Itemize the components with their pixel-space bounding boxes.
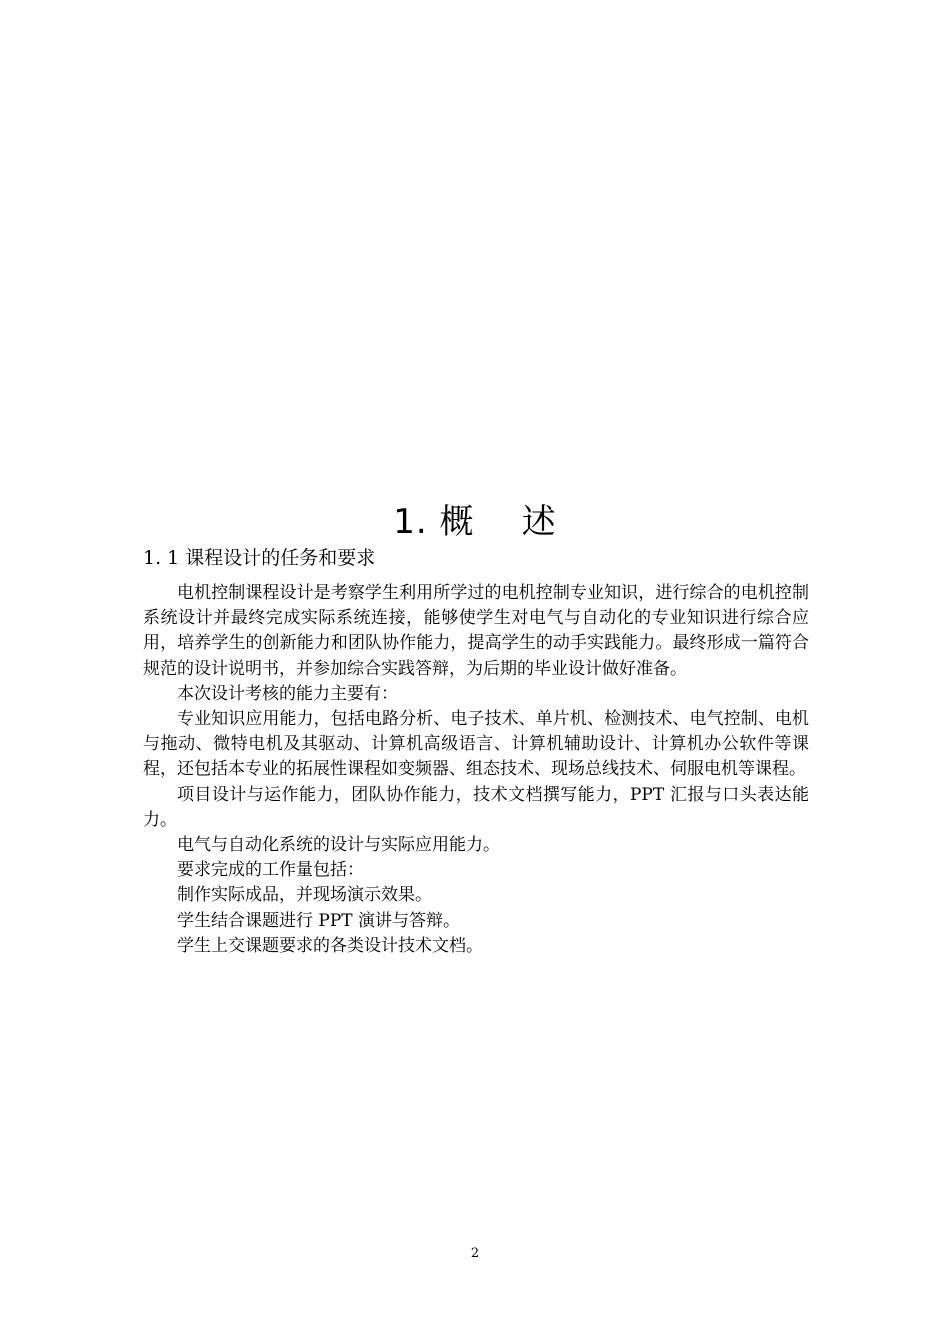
- paragraph-abilities-heading: 本次设计考核的能力主要有：: [177, 683, 398, 704]
- paragraph-workload-presentation: 学生结合课题进行 PPT 演讲与答辩。: [177, 910, 461, 931]
- paragraph-workload-documents: 学生上交课题要求的各类设计技术文档。: [177, 935, 483, 956]
- paragraph-system-design: 电气与自动化系统的设计与实际应用能力。: [177, 835, 500, 856]
- page-number: 2: [470, 1246, 480, 1261]
- paragraph-professional-knowledge: 专业知识应用能力，包括电路分析、电子技术、单片机、检测技术、电气控制、电机与拖动、微特电机及其驱动、计算机高级语言、计算机辅助设计、计算机办公软件等课程，还包括本专业的拓展性课程如变频器、组态技术、现场总线技术、伺服电机等课程。: [143, 709, 809, 780]
- chapter-title: 1. 概 述: [393, 502, 557, 542]
- paragraph-workload-product: 制作实际成品，并现场演示效果。: [177, 885, 432, 906]
- body-text: [143, 581, 809, 959]
- paragraph-project-ability: 项目设计与运作能力，团队协作能力，技术文档撰写能力，PPT 汇报与口头表达能力。: [143, 784, 809, 830]
- paragraph-workload-heading: 要求完成的工作量包括：: [177, 860, 364, 881]
- section-title: 1. 1 课程设计的任务和要求: [143, 547, 376, 569]
- paragraph-intro: 电机控制课程设计是考察学生利用所学过的电机控制专业知识，进行综合的电机控制系统设计并最终完成实际系统连接，能够使学生对电气与自动化的专业知识进行综合应用，培养学生的创新能力和团队协作能力，提高学生的动手实践能力。最终形成一篇符合规范的设计说明书，并参加综合实践答辩，为后期的毕业设计做好准备。: [143, 583, 809, 679]
